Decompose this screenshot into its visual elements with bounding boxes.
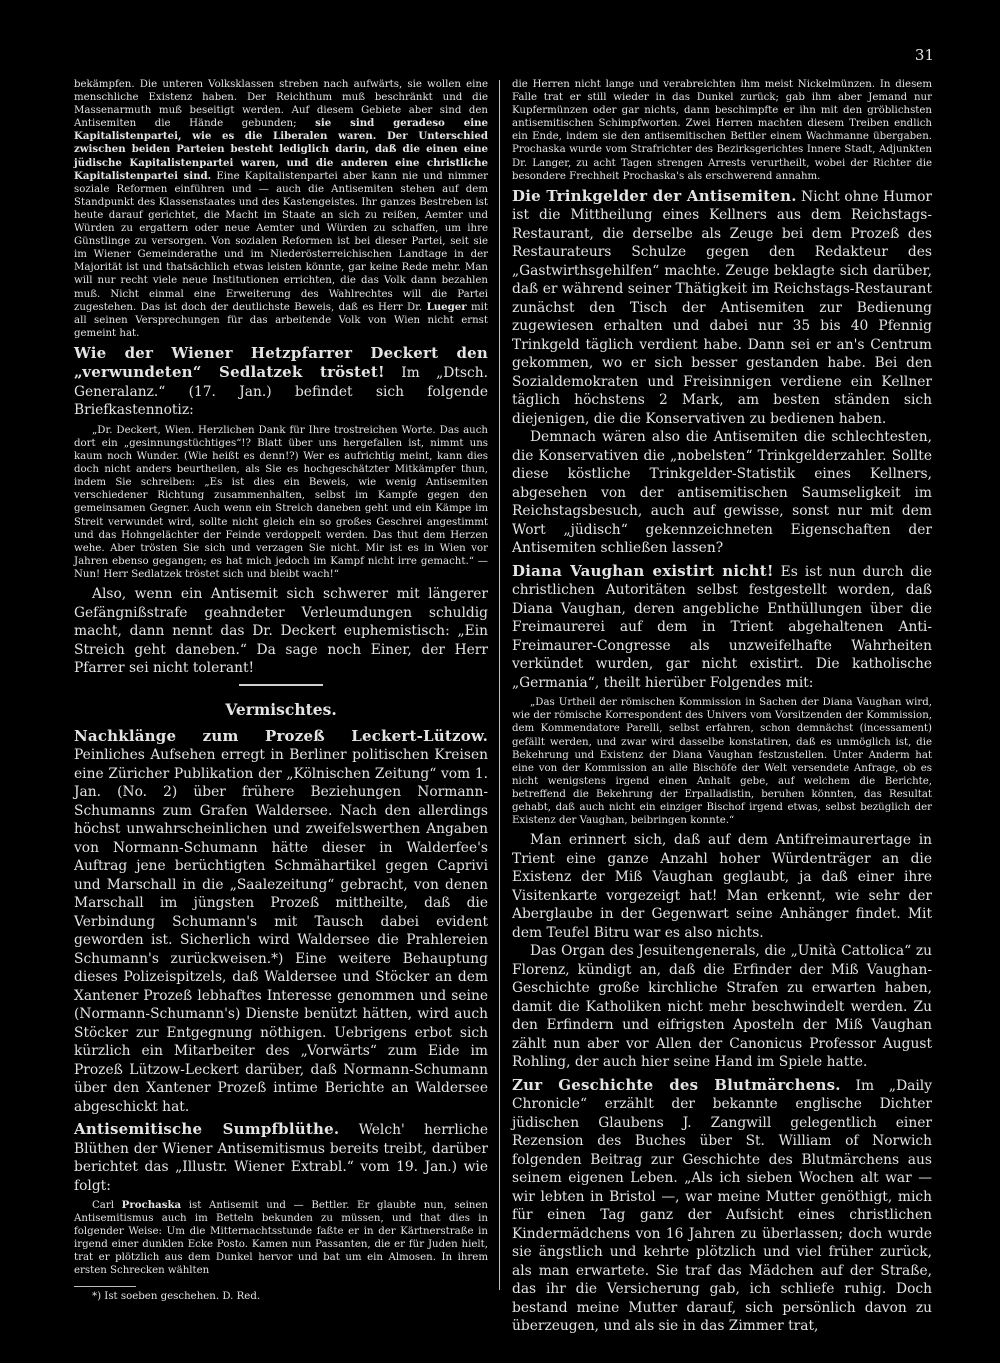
paragraph-trinkgelder-conclusion: Demnach wären also die Antisemiten die schlechtesten, die Konservativen die „nobelsten“ Trinkgelderzahler. Sollte diese köstliche Trinkgelder-Statistik eines Kellners, abgesehen von der antisemitischen Saumseligkeit im Reichstagsbesuch, auch auf gewisse, sonst nur mit dem Wort „jüdisch“ gekennzeichneten Eigenschaften der Antisemiten schließen lassen? <box>512 429 932 557</box>
paragraph-text: Nicht ohne Humor ist die Mittheilung eines Kellners aus dem Reichstags-Restaurant, die derselbe als Zeuge bei dem Prozeß des Restaurateurs Schulze gegen den Redakteur des „Gastwirthsgehilfen“ machte. Zeuge beklagte sich darüber, daß er während seiner Thätigkeit im Reichstags-Restaurant zunächst den Tisch der Antisemiten zur Bedienung zugewiesen erhalten und dabei nur 35 bis 40 Pfennig Trinkgeld täglich verdient habe. Dann sei er an's Centrum gekommen, wo er sich besser gestanden habe. Bei den Sozialdemokraten und Freisinnigen verdiene ein Kellner täglich höchstens 2 Mark, am besten ständen sich diejenigen, die die Konservativen zu bedienen haben. <box>512 188 933 427</box>
headline-blutmaerchen: Zur Geschichte des Blutmärchens. <box>512 1075 841 1094</box>
footnote-rule <box>74 1286 136 1287</box>
quote-prochaska <box>74 1199 488 1278</box>
article-blutmaerchen <box>512 1076 932 1336</box>
quote-briefkasten: „Dr. Deckert, Wien. Herzlichen Dank für Ihre trostreichen Worte. Das auch dort ein „gesinnungstüchtiges“!? Blatt über uns hergefallen ist, nimmt uns kaum noch Wunder. (Wie heißt es denn!?) Wer es aufrichtig meint, kann dies doch nicht anders beurtheilen, als Sie es hochgeschätzter Mitkämpfer thun, indem Sie schreiben: „Es ist dies ein Beweis, wie wenig Antisemiten verschiedener Richtung zusammenhalten, selbst im Kampfe gegen den gemeinsamen Gegner. Auch wenn ein Streich daneben geht und ein Kämpe im Streit verwundet wird, sollte nicht gleich ein so großes Geschrei angestimmt und das Hohngelächter der Feinde verdoppelt werden. Das thut dem Herzen wehe. Aber trösten Sie sich und verzagen Sie nicht. Mir ist es in Wien vor Jahren ebenso gegangen; es hat mich jedoch im Kampf nicht irre gemacht.“ — Nun! Herr Sedlatzek tröstet sich und bleibt wach!“ <box>74 424 488 580</box>
paragraph-text: Peinliches Aufsehen erregt in Berliner politischen Kreisen eine Züricher Publikation der „Kölnischen Zeitung“ vom 1. Jan. (No. 2) über frühere Beziehungen Normann-Schumanns zum Grafen Waldersee. Nach den allerdings höchst unwahrscheinlichen und zweifelswerthen Angaben von Normann-Schumann hätte dieser in Walderfee's Auftrag jene berüchtigten Schmähartikel gegen Caprivi und Marschall in die „Saalezeitung“ gebracht, von denen Marschall im jüngsten Prozeß mittheilte, daß die Verbindung Schumann's mit Tausch dabei evident geworden ist. Sicherlich wird Waldersee die Prahlereien Schumann's zurückweisen.*) Eine weitere Behauptung dieses Polizeispitzels, daß Waldersee und Stöcker an dem Xantener Prozeß lebhaftes Interesse genommen und seine (Normann-Schumann's) Dienste benützt hätten, wird auch Stöcker zur Entgegnung nöthigen. Uebrigens erbot sich kürzlich ein Mitarbeiter des „Vorwärts“ zum Eide im Prozeß Lützow-Leckert darüber, daß Normann-Schumann über den Xantener Prozeß intime Berichte an Waldersee abgeschickt hat. <box>74 747 488 1115</box>
name-prochaska: Prochaska <box>121 1199 182 1211</box>
headline-sumpfbluethe: Antisemitische Sumpfblüthe. <box>74 1120 340 1138</box>
article-lueger-continuation <box>74 78 488 340</box>
left-column <box>74 78 488 1303</box>
page-number: 31 <box>914 46 934 64</box>
footnote: *) Ist soeben geschehen. D. Red. <box>92 1290 261 1302</box>
article-sumpfbluethe <box>74 1120 488 1195</box>
paragraph-text: mit all seinen Versprechungen für das arbeitende Volk von Wien nicht ernst gemeint hat. <box>74 301 488 339</box>
right-column <box>512 78 932 1336</box>
name-lueger: Lueger <box>426 300 467 313</box>
headline-trinkgelder: Die Trinkgelder der Antisemiten. <box>512 186 797 205</box>
paragraph-text: Im „Daily Chronicle“ erzählt der bekannte englische Dichter jüdischen Glaubens J. Zangwill gelegentlich einer Rezension des Buches über St. William of Norwich folgenden Beitrag zur Geschichte des Blutmärchens aus seinem eigenen Leben. „Als ich sieben Wochen alt war — wir lebten in Bristol —, war meine Mutter genöthigt, mich für einen Tag ganz der Aufsicht eines christlichen Kindermädchens von 16 Jahren zu überlassen; doch wurde sie ängstlich und kehrte plötzlich und viel früher zurück, als man erwartete. Sie traf das Mädchen auf der Straße, das ihr die Versicherung gab, ich schliefe ruhig. Doch bestand meine Mutter darauf, sich persönlich davon zu überzeugen, und als sie in das Zimmer trat, <box>512 1077 932 1335</box>
paragraph-text: bekämpfen. Die unteren Volksklassen streben nach aufwärts, sie wollen eine menschliche Existenz haben. Der Reichthum muß beschränkt und die Massenarmuth muß beseitigt werden. Auf diesem Gebiete aber sind den Antisemiten die Hände gebunden; <box>74 79 488 130</box>
paragraph-unita-cattolica: Das Organ des Jesuitengenerals, die „Unità Cattolica“ zu Florenz, kündigt an, daß die Erfinder der Miß Vaughan-Geschichte große kirchliche Strafen zu erwarten haben, damit die Katholiken nicht mehr beschwindelt werden. Zu den Erfindern und eifrigsten Aposteln der Miß Vaughan zählt nun aber vor Allen der Canonicus Professor August Rohling, der auch hier seine Hand im Spiele hatte. <box>512 943 932 1071</box>
article-trinkgelder <box>512 187 932 429</box>
headline-diana-vaughan: Diana Vaughan existirt nicht! <box>512 561 774 580</box>
article-diana-vaughan <box>512 562 932 693</box>
column-divider <box>499 80 500 1290</box>
headline-deckert: Wie der Wiener Hetzpfarrer Deckert den „verwundeten“ Sedlatzek tröstet! <box>74 343 488 382</box>
paragraph-antifreimaurertag: Man erinnert sich, daß auf dem Antifreimaurertage in Trient eine ganze Anzahl hoher Würdenträger an die Existenz der Miß Vaughan geglaubt, ja daß einer ihre Visitenkarte vorgezeigt hat! Man erkennt, wie sehr der Aberglaube in der Gegenwart seine Anhänger findet. Mit dem Teufel Bitru war es also nichts. <box>512 832 932 941</box>
paragraph-text: Eine Kapitalistenpartei aber kann nie und nimmer soziale Reformen einführen und — auch die Antisemiten stehen auf dem Standpunkt des Klassenstaates und des Kastengeistes. Ihr ganzes Bestreben ist heute darauf gerichtet, die Macht im Staate an sich zu reißen, Aemter und Würden zu ergattern oder neue Aemter und Würden zu schaffen, um ihre Günstlinge zu versorgen. Von sozialen Reformen ist bei dieser Partei, seit sie im Wiener Gemeinderathe und im Niederösterreichischen Landtage in der Majorität ist und thatsächlich etwas leisten könnte, gar keine Rede mehr. Man will nur recht viele neue Institutionen errichten, die das Volk dann bezahlen muß. Nicht einmal eine Erweiterung des Wahlrechtes will die Partei zugestehen. Das ist doch der deutlichste Beweis, daß es Herr Dr. <box>74 170 488 313</box>
paragraph-text: Im „Dtsch. Generalanz.“ (17. Jan.) befindet sich folgende Briefkastennotiz: <box>74 365 488 419</box>
bold-passage: sie sind geradeso eine Kapitalistenpartei, wie es die Liberalen waren. Der Unterschied zwischen beiden Parteien besteht lediglich darin, daß die einen eine jüdische Kapitalistenpartei waren, und die anderen eine christliche Kapitalistenpartei sind. <box>74 117 488 182</box>
paragraph-text: Carl <box>92 1200 114 1211</box>
article-leckert-luetzow <box>74 727 488 1117</box>
section-heading: Vermischtes. <box>225 699 337 719</box>
paragraph-text: Es ist nun durch die christlichen Autoritäten selbst festgestellt worden, daß Diana Vaughan, deren angebliche Enthüllungen über die Freimaurerei auf dem in Trient abgehaltenen Anti-Freimaurer-Congresse als unzweifelhafte Wahrheiten verkündet wurden, gar nicht existirt. Die katholische „Germania“, theilt hierüber Folgendes mit: <box>512 563 932 691</box>
article-deckert <box>74 344 488 420</box>
paragraph-deckert-comment: Also, wenn ein Antisemit sich schwerer mit längerer Gefängnißstrafe geahndeter Verleumdungen schuldig macht, dann nennt das Dr. Deckert euphemistisch: „Ein Streich geht daneben.“ Da sage noch Einer, der Herr Pfarrer sei nicht tolerant! <box>74 586 488 676</box>
paragraph-text: ist Antisemit und — Bettler. Er glaubte nun, seinen Antisemitismus auch im Betteln bekunden zu müssen, und that dies in folgender Weise: Um die Mitternachtsstunde faßte er in der Kärtnerstraße in irgend einer dunklen Ecke Posto. Kamen nun Passanten, die er für Juden hielt, trat er plötzlich aus dem Dunkel hervor und bat um ein Almosen. In ihrem ersten Schrecken wählten <box>74 1200 488 1277</box>
paragraph-text: Welch' herrliche Blüthen der Wiener Antisemitismus bereits treibt, darüber berichtet das „Illustr. Wiener Extrabl.“ vom 19. Jan.) wie folgt: <box>74 1122 488 1194</box>
headline-leckert-luetzow: Nachklänge zum Prozeß Leckert-Lützow. <box>74 726 488 745</box>
quote-germania: „Das Urtheil der römischen Kommission in Sachen der Diana Vaughan wird, wie der römische Korrespondent des Univers vom Vorsitzenden der Kommission, dem Kommendatore Parelli, selbst erfahren, schon demnächst (incessament) gefällt werden, und zwar wird dasselbe konstatiren, daß es unmöglich ist, die Bekehrung und Existenz der Diana Vaughan festzustellen. Unter Anderm hat eine von der Kommission an alle Bischöfe der Welt versendete Anfrage, ob es nicht wenigstens irgend einen Anhalt gebe, auf welchem die Berichte, betreffend die Bekehrung der Erpalladistin, beruhen könnten, das Resultat gehabt, daß auch nicht ein einziger Bischof irgend etwas, selbst bezüglich der Existenz der Vaughan, beibringen konnte.“ <box>512 697 932 827</box>
ornament-rule <box>239 684 323 686</box>
quote-prochaska-continuation: die Herren nicht lange und verabreichten ihm meist Nickelmünzen. In diesem Falle trat er still wieder in das Dunkel zurück; gab ihm aber Jemand nur Kupfermünzen oder gar nichts, dann beschimpfte er ihn mit den gröblichsten antisemitischen Schimpfworten. Zwei Herren machten diesem Treiben endlich ein Ende, indem sie den antisemitischen Bettler einem Wachmanne übergaben. Prochaska wurde vom Strafrichter des Bezirksgerichtes Innere Stadt, Adjunkten Dr. Langer, zu acht Tagen strengen Arrests verurtheilt, wobei der Richter die besondere Frechheit Prochaska's als erschwerend annahm. <box>512 79 932 182</box>
